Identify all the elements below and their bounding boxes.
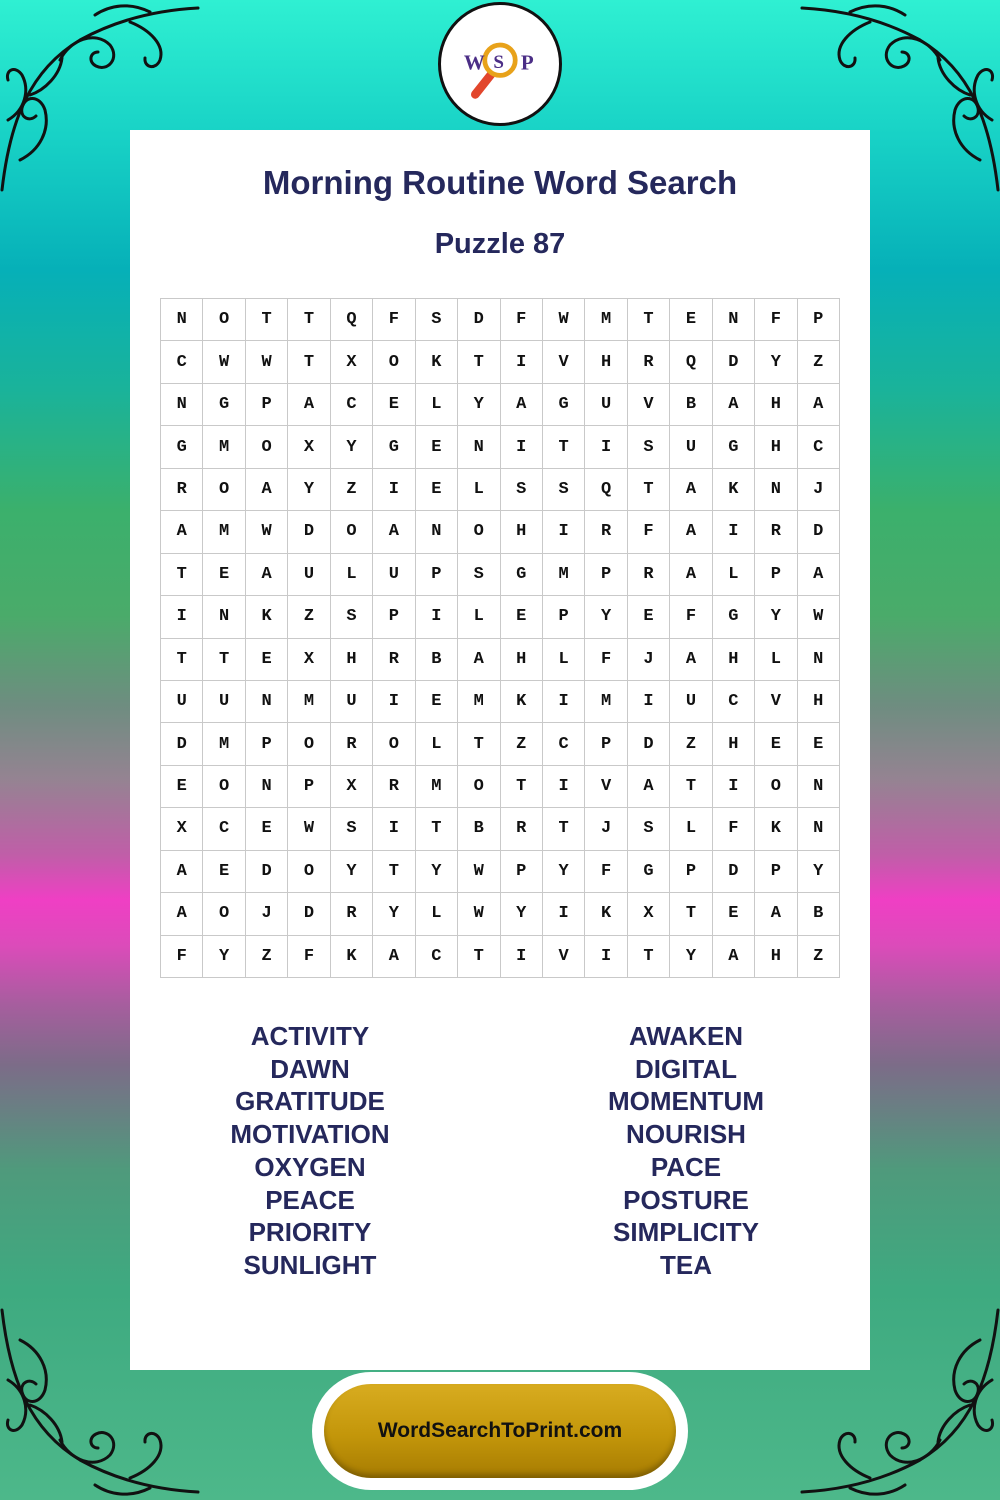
grid-cell[interactable]: I: [161, 596, 203, 638]
grid-cell[interactable]: O: [458, 766, 500, 808]
grid-cell[interactable]: Y: [585, 596, 627, 638]
grid-cell[interactable]: D: [713, 851, 755, 893]
word-list-item: POSTURE: [623, 1184, 749, 1215]
grid-cell[interactable]: C: [203, 808, 245, 850]
grid-cell[interactable]: A: [246, 469, 288, 511]
grid-cell[interactable]: O: [203, 469, 245, 511]
grid-cell[interactable]: Y: [755, 596, 797, 638]
grid-cell[interactable]: N: [798, 808, 840, 850]
grid-cell[interactable]: S: [628, 808, 670, 850]
grid-cell[interactable]: A: [670, 639, 712, 681]
grid-cell[interactable]: P: [373, 596, 415, 638]
grid-cell[interactable]: L: [713, 554, 755, 596]
grid-cell[interactable]: M: [416, 766, 458, 808]
grid-cell[interactable]: N: [755, 469, 797, 511]
grid-cell[interactable]: T: [458, 723, 500, 765]
grid-cell[interactable]: C: [543, 723, 585, 765]
grid-cell[interactable]: A: [670, 511, 712, 553]
grid-cell[interactable]: Y: [331, 851, 373, 893]
grid-cell[interactable]: L: [416, 723, 458, 765]
grid-cell[interactable]: R: [373, 766, 415, 808]
grid-cell[interactable]: I: [416, 596, 458, 638]
grid-cell[interactable]: E: [798, 723, 840, 765]
grid-cell[interactable]: W: [798, 596, 840, 638]
grid-cell[interactable]: T: [246, 299, 288, 341]
grid-cell[interactable]: O: [288, 723, 330, 765]
grid-cell[interactable]: H: [501, 639, 543, 681]
grid-cell[interactable]: G: [373, 426, 415, 468]
grid-cell[interactable]: Y: [670, 936, 712, 978]
grid-cell[interactable]: T: [628, 299, 670, 341]
grid-cell[interactable]: P: [416, 554, 458, 596]
grid-cell[interactable]: I: [373, 808, 415, 850]
grid-cell[interactable]: M: [543, 554, 585, 596]
grid-cell[interactable]: P: [246, 723, 288, 765]
site-banner[interactable]: [312, 1372, 688, 1490]
grid-cell[interactable]: Y: [755, 341, 797, 383]
grid-cell[interactable]: A: [161, 851, 203, 893]
grid-cell[interactable]: I: [373, 681, 415, 723]
grid-cell[interactable]: Y: [543, 851, 585, 893]
grid-cell[interactable]: N: [713, 299, 755, 341]
grid-cell[interactable]: Q: [670, 341, 712, 383]
grid-cell[interactable]: H: [713, 723, 755, 765]
grid-cell[interactable]: S: [458, 554, 500, 596]
grid-cell[interactable]: P: [585, 723, 627, 765]
grid-cell[interactable]: O: [373, 341, 415, 383]
grid-cell[interactable]: R: [585, 511, 627, 553]
grid-cell[interactable]: T: [670, 893, 712, 935]
grid-cell[interactable]: K: [246, 596, 288, 638]
grid-cell[interactable]: V: [543, 341, 585, 383]
grid-cell[interactable]: F: [161, 936, 203, 978]
grid-cell[interactable]: E: [246, 808, 288, 850]
word-list-item: DIGITAL: [634, 1053, 738, 1084]
site-banner-pill[interactable]: [324, 1384, 676, 1478]
grid-cell[interactable]: G: [543, 384, 585, 426]
grid-cell[interactable]: H: [331, 639, 373, 681]
grid-cell[interactable]: A: [161, 893, 203, 935]
grid-cell[interactable]: S: [501, 469, 543, 511]
grid-cell[interactable]: M: [203, 723, 245, 765]
grid-cell[interactable]: M: [585, 299, 627, 341]
grid-cell[interactable]: P: [288, 766, 330, 808]
grid-cell[interactable]: V: [628, 384, 670, 426]
grid-cell[interactable]: I: [543, 681, 585, 723]
grid-cell[interactable]: M: [203, 511, 245, 553]
grid-cell[interactable]: L: [458, 596, 500, 638]
grid-cell[interactable]: S: [543, 469, 585, 511]
grid-cell[interactable]: H: [755, 426, 797, 468]
grid-cell[interactable]: D: [458, 299, 500, 341]
grid-cell[interactable]: E: [755, 723, 797, 765]
grid-cell[interactable]: E: [501, 596, 543, 638]
grid-cell[interactable]: W: [246, 341, 288, 383]
grid-cell[interactable]: T: [288, 341, 330, 383]
grid-cell[interactable]: T: [161, 639, 203, 681]
grid-cell[interactable]: J: [585, 808, 627, 850]
grid-cell[interactable]: Y: [288, 469, 330, 511]
grid-cell[interactable]: N: [246, 766, 288, 808]
grid-cell[interactable]: A: [755, 893, 797, 935]
grid-cell[interactable]: G: [713, 596, 755, 638]
grid-cell[interactable]: E: [416, 426, 458, 468]
grid-cell[interactable]: X: [628, 893, 670, 935]
grid-cell[interactable]: P: [798, 299, 840, 341]
grid-cell[interactable]: N: [798, 766, 840, 808]
grid-cell[interactable]: A: [288, 384, 330, 426]
logo-letter-p: P: [520, 50, 534, 75]
grid-cell[interactable]: G: [203, 384, 245, 426]
grid-cell[interactable]: B: [458, 808, 500, 850]
grid-cell[interactable]: Y: [458, 384, 500, 426]
grid-cell[interactable]: I: [713, 511, 755, 553]
grid-cell[interactable]: H: [755, 384, 797, 426]
grid-cell[interactable]: X: [331, 766, 373, 808]
word-list-item: TEA: [660, 1249, 712, 1280]
grid-cell[interactable]: D: [713, 341, 755, 383]
grid-cell[interactable]: S: [331, 596, 373, 638]
grid-cell[interactable]: D: [246, 851, 288, 893]
grid-cell[interactable]: X: [288, 639, 330, 681]
grid-cell[interactable]: D: [161, 723, 203, 765]
grid-cell[interactable]: O: [458, 511, 500, 553]
grid-cell[interactable]: T: [543, 426, 585, 468]
grid-cell[interactable]: U: [161, 681, 203, 723]
grid-cell[interactable]: O: [246, 426, 288, 468]
grid-cell[interactable]: A: [458, 639, 500, 681]
grid-cell[interactable]: E: [373, 384, 415, 426]
grid-cell[interactable]: Y: [331, 426, 373, 468]
grid-cell[interactable]: X: [161, 808, 203, 850]
grid-cell[interactable]: E: [161, 766, 203, 808]
grid-cell[interactable]: Y: [798, 851, 840, 893]
grid-cell[interactable]: K: [585, 893, 627, 935]
grid-cell[interactable]: K: [501, 681, 543, 723]
grid-cell[interactable]: U: [373, 554, 415, 596]
grid-cell[interactable]: K: [331, 936, 373, 978]
grid-cell[interactable]: R: [331, 893, 373, 935]
word-list-item: MOTIVATION: [230, 1119, 390, 1150]
grid-cell[interactable]: R: [755, 511, 797, 553]
grid-cell[interactable]: F: [713, 808, 755, 850]
grid-cell[interactable]: A: [501, 384, 543, 426]
grid-cell[interactable]: C: [713, 681, 755, 723]
grid-cell[interactable]: L: [416, 384, 458, 426]
grid-cell[interactable]: J: [798, 469, 840, 511]
grid-cell[interactable]: Z: [798, 341, 840, 383]
grid-cell[interactable]: X: [288, 426, 330, 468]
grid-cell[interactable]: O: [203, 893, 245, 935]
word-list-item: NOURISH: [626, 1119, 746, 1150]
grid-cell[interactable]: A: [628, 766, 670, 808]
grid-cell[interactable]: R: [628, 554, 670, 596]
grid-cell[interactable]: U: [203, 681, 245, 723]
grid-cell[interactable]: T: [628, 936, 670, 978]
grid-cell[interactable]: U: [331, 681, 373, 723]
grid-cell[interactable]: F: [670, 596, 712, 638]
grid-cell[interactable]: C: [416, 936, 458, 978]
logo-letter-w: W: [463, 50, 485, 75]
grid-cell[interactable]: G: [713, 426, 755, 468]
grid-cell[interactable]: I: [501, 341, 543, 383]
grid-cell[interactable]: Y: [416, 851, 458, 893]
grid-cell[interactable]: H: [501, 511, 543, 553]
grid-cell[interactable]: L: [416, 893, 458, 935]
grid-cell[interactable]: B: [798, 893, 840, 935]
grid-cell[interactable]: N: [203, 596, 245, 638]
grid-cell[interactable]: P: [755, 851, 797, 893]
grid-cell[interactable]: G: [161, 426, 203, 468]
puzzle-number: Puzzle 87: [434, 228, 566, 260]
grid-cell[interactable]: T: [670, 766, 712, 808]
word-list-item: ACTIVITY: [250, 1021, 370, 1051]
grid-cell[interactable]: V: [755, 681, 797, 723]
grid-cell[interactable]: M: [203, 426, 245, 468]
grid-cell[interactable]: Q: [331, 299, 373, 341]
grid-cell[interactable]: F: [288, 936, 330, 978]
grid-cell[interactable]: A: [670, 469, 712, 511]
grid-cell[interactable]: A: [798, 554, 840, 596]
grid-cell[interactable]: T: [161, 554, 203, 596]
word-list-item: DAWN: [270, 1053, 350, 1084]
grid-cell[interactable]: T: [458, 341, 500, 383]
letter-grid[interactable]: [160, 298, 840, 978]
grid-cell[interactable]: U: [670, 426, 712, 468]
grid-cell[interactable]: E: [670, 299, 712, 341]
grid-cell[interactable]: E: [628, 596, 670, 638]
grid-cell[interactable]: B: [416, 639, 458, 681]
grid-cell[interactable]: T: [501, 766, 543, 808]
grid-cell[interactable]: X: [331, 341, 373, 383]
grid-cell[interactable]: O: [288, 851, 330, 893]
grid-cell[interactable]: I: [543, 511, 585, 553]
grid-cell[interactable]: N: [246, 681, 288, 723]
grid-cell[interactable]: O: [203, 299, 245, 341]
grid-cell[interactable]: N: [798, 639, 840, 681]
grid-cell[interactable]: W: [288, 808, 330, 850]
logo-letter-s: S: [493, 51, 504, 73]
grid-cell[interactable]: P: [585, 554, 627, 596]
grid-cell[interactable]: C: [161, 341, 203, 383]
grid-cell[interactable]: D: [628, 723, 670, 765]
grid-cell[interactable]: T: [416, 808, 458, 850]
grid-cell[interactable]: M: [585, 681, 627, 723]
grid-cell[interactable]: A: [373, 511, 415, 553]
grid-cell[interactable]: A: [670, 554, 712, 596]
grid-cell[interactable]: W: [203, 341, 245, 383]
grid-cell[interactable]: A: [713, 384, 755, 426]
grid-cell[interactable]: H: [755, 936, 797, 978]
grid-cell[interactable]: F: [628, 511, 670, 553]
grid-cell[interactable]: W: [458, 893, 500, 935]
grid-cell[interactable]: P: [501, 851, 543, 893]
grid-cell[interactable]: N: [458, 426, 500, 468]
grid-cell[interactable]: M: [288, 681, 330, 723]
word-list-item: GRATITUDE: [235, 1086, 385, 1117]
grid-cell[interactable]: H: [585, 341, 627, 383]
grid-cell[interactable]: Z: [798, 936, 840, 978]
grid-cell[interactable]: T: [458, 936, 500, 978]
puzzle-sheet: [130, 130, 870, 1370]
grid-cell[interactable]: Z: [246, 936, 288, 978]
word-list-right: [506, 1020, 866, 1282]
grid-cell[interactable]: T: [543, 808, 585, 850]
grid-cell[interactable]: A: [713, 936, 755, 978]
grid-cell[interactable]: T: [373, 851, 415, 893]
grid-cell[interactable]: F: [755, 299, 797, 341]
grid-cell[interactable]: P: [543, 596, 585, 638]
grid-cell[interactable]: P: [246, 384, 288, 426]
grid-cell[interactable]: A: [246, 554, 288, 596]
grid-cell[interactable]: V: [585, 766, 627, 808]
grid-cell[interactable]: T: [288, 299, 330, 341]
grid-cell[interactable]: S: [628, 426, 670, 468]
grid-cell[interactable]: Z: [670, 723, 712, 765]
grid-cell[interactable]: Q: [585, 469, 627, 511]
grid-cell[interactable]: S: [416, 299, 458, 341]
grid-cell[interactable]: E: [416, 681, 458, 723]
grid-cell[interactable]: U: [670, 681, 712, 723]
grid-cell[interactable]: C: [798, 426, 840, 468]
grid-cell[interactable]: E: [713, 893, 755, 935]
grid-cell[interactable]: I: [543, 766, 585, 808]
grid-cell[interactable]: J: [628, 639, 670, 681]
grid-cell[interactable]: Y: [203, 936, 245, 978]
grid-cell[interactable]: E: [203, 851, 245, 893]
grid-cell[interactable]: M: [458, 681, 500, 723]
grid-cell[interactable]: N: [416, 511, 458, 553]
grid-cell[interactable]: I: [713, 766, 755, 808]
grid-cell[interactable]: A: [373, 936, 415, 978]
word-list-item: AWAKEN: [628, 1021, 744, 1051]
grid-cell[interactable]: U: [585, 384, 627, 426]
grid-cell[interactable]: Z: [331, 469, 373, 511]
grid-cell[interactable]: L: [458, 469, 500, 511]
grid-cell[interactable]: F: [585, 851, 627, 893]
grid-cell[interactable]: J: [246, 893, 288, 935]
grid-cell[interactable]: B: [670, 384, 712, 426]
grid-cell[interactable]: L: [331, 554, 373, 596]
grid-cell[interactable]: N: [161, 299, 203, 341]
grid-cell[interactable]: Y: [373, 893, 415, 935]
word-list-left: [130, 1020, 490, 1282]
grid-cell[interactable]: S: [331, 808, 373, 850]
grid-cell[interactable]: Z: [501, 723, 543, 765]
grid-cell[interactable]: E: [416, 469, 458, 511]
word-list-item: PRIORITY: [248, 1217, 372, 1248]
grid-cell[interactable]: W: [543, 299, 585, 341]
puzzle-title: Morning Routine Word Search: [262, 164, 738, 201]
grid-cell[interactable]: A: [798, 384, 840, 426]
grid-cell[interactable]: F: [501, 299, 543, 341]
grid-cell[interactable]: P: [755, 554, 797, 596]
grid-cell[interactable]: G: [501, 554, 543, 596]
grid-cell[interactable]: R: [331, 723, 373, 765]
grid-cell[interactable]: K: [713, 469, 755, 511]
grid-cell[interactable]: D: [288, 511, 330, 553]
grid-cell[interactable]: Y: [501, 893, 543, 935]
grid-cell[interactable]: O: [203, 766, 245, 808]
word-list-item: SIMPLICITY: [613, 1217, 759, 1248]
grid-cell[interactable]: W: [246, 511, 288, 553]
grid-cell[interactable]: V: [543, 936, 585, 978]
wsp-logo[interactable]: [438, 2, 562, 126]
grid-cell[interactable]: I: [501, 936, 543, 978]
grid-cell[interactable]: Z: [288, 596, 330, 638]
grid-cell[interactable]: C: [331, 384, 373, 426]
grid-cell[interactable]: I: [373, 469, 415, 511]
grid-cell[interactable]: A: [161, 511, 203, 553]
grid-cell[interactable]: T: [628, 469, 670, 511]
word-list-item: PEACE: [265, 1184, 355, 1215]
grid-cell[interactable]: E: [246, 639, 288, 681]
grid-cell[interactable]: U: [288, 554, 330, 596]
grid-cell[interactable]: F: [373, 299, 415, 341]
grid-cell[interactable]: I: [628, 681, 670, 723]
grid-cell[interactable]: H: [798, 681, 840, 723]
grid-cell[interactable]: W: [458, 851, 500, 893]
grid-cell[interactable]: T: [203, 639, 245, 681]
grid-cell[interactable]: L: [543, 639, 585, 681]
word-list-item: PACE: [650, 1151, 722, 1182]
grid-cell[interactable]: O: [331, 511, 373, 553]
word-list-item: SUNLIGHT: [243, 1249, 377, 1280]
grid-cell[interactable]: N: [161, 384, 203, 426]
grid-cell[interactable]: K: [416, 341, 458, 383]
grid-cell[interactable]: L: [670, 808, 712, 850]
grid-cell[interactable]: R: [161, 469, 203, 511]
grid-cell[interactable]: D: [798, 511, 840, 553]
grid-cell[interactable]: I: [543, 893, 585, 935]
grid-cell[interactable]: I: [501, 426, 543, 468]
grid-cell[interactable]: I: [585, 426, 627, 468]
word-list-item: MOMENTUM: [608, 1086, 764, 1117]
grid-cell[interactable]: F: [585, 639, 627, 681]
grid-cell[interactable]: D: [288, 893, 330, 935]
grid-cell[interactable]: E: [203, 554, 245, 596]
word-list-item: OXYGEN: [254, 1151, 366, 1182]
grid-cell[interactable]: O: [373, 723, 415, 765]
grid-cell[interactable]: O: [755, 766, 797, 808]
grid-cell[interactable]: L: [755, 639, 797, 681]
grid-cell[interactable]: R: [501, 808, 543, 850]
grid-cell[interactable]: K: [755, 808, 797, 850]
grid-cell[interactable]: H: [713, 639, 755, 681]
grid-cell[interactable]: G: [628, 851, 670, 893]
site-link[interactable]: WordSearchToPrint.com: [377, 1419, 623, 1442]
grid-cell[interactable]: P: [670, 851, 712, 893]
grid-cell[interactable]: R: [628, 341, 670, 383]
grid-cell[interactable]: R: [373, 639, 415, 681]
grid-cell[interactable]: I: [585, 936, 627, 978]
